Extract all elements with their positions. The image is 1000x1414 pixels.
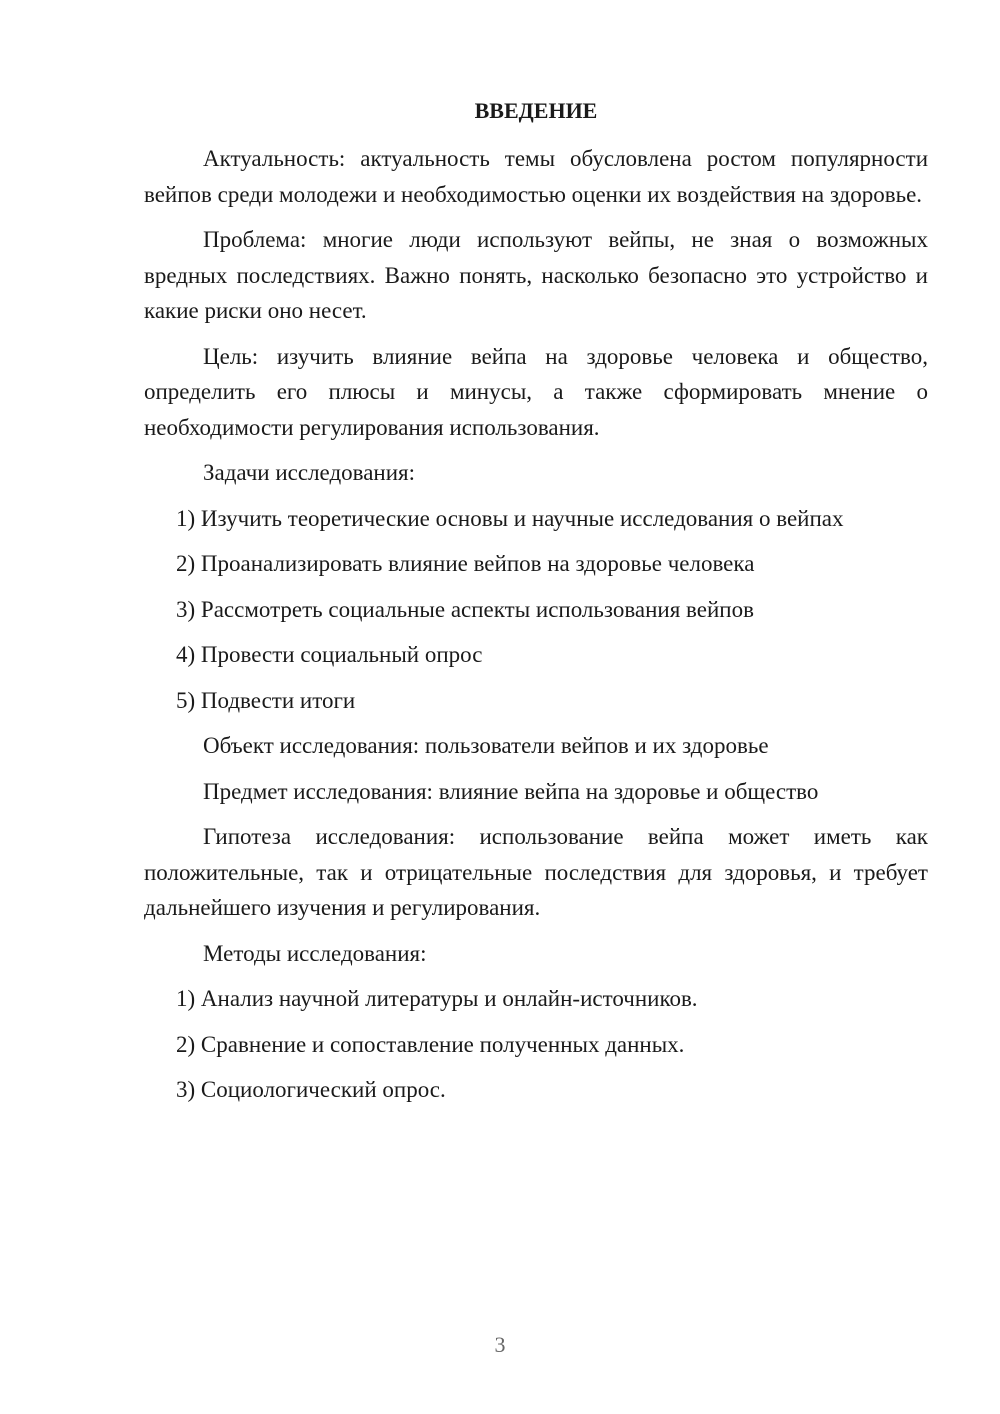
tasks-list [144,501,928,719]
list-item: 3) Рассмотреть социальные аспекты использования вейпов [176,596,754,622]
methods-list [144,981,928,1108]
methods-heading: Методы исследования: [203,940,427,966]
section-title: ВВЕДЕНИЕ [474,98,598,123]
list-item: 5) Подвести итоги [176,687,356,713]
list-item: 1) Анализ научной литературы и онлайн-источников. [176,986,698,1011]
tasks-heading: Задачи исследования: [203,460,416,485]
page-content [144,93,928,1118]
list-item: 2) Сравнение и сопоставление полученных данных. [176,1031,685,1057]
research-object: Объект исследования: пользователи вейпов и их здоровье [203,733,769,758]
hypothesis-paragraph: Гипотеза исследования: использование вейпа может иметь как положительные, так и отрицательные последствия для здоровья, и требует дальнейшего изучения и регулирования. [144,824,928,920]
list-item: 4) Провести социальный опрос [176,642,483,667]
list-item: 1) Изучить теоретические основы и научные исследования о вейпах [176,505,844,531]
research-subject: Предмет исследования: влияние вейпа на здоровье и общество [203,778,819,804]
goal-paragraph: Цель: изучить влияние вейпа на здоровье человека и общество, определить его плюсы и минусы, а также сформировать мнение о необходимости регулирования использования. [144,343,928,440]
problem-paragraph: Проблема: многие люди используют вейпы, не зная о возможных вредных последствиях. Важно понять, насколько безопасно это устройство и какие риски оно несет. [144,227,928,323]
list-item: 2) Проанализировать влияние вейпов на здоровье человека [176,551,755,576]
relevance-paragraph: Актуальность: актуальность темы обусловлена ростом популярности вейпов среди молодежи и необходимостью оценки их воздействия на здоровье. [144,146,928,207]
page-number: 3 [494,1332,506,1357]
list-item: 3) Социологический опрос. [176,1077,446,1102]
